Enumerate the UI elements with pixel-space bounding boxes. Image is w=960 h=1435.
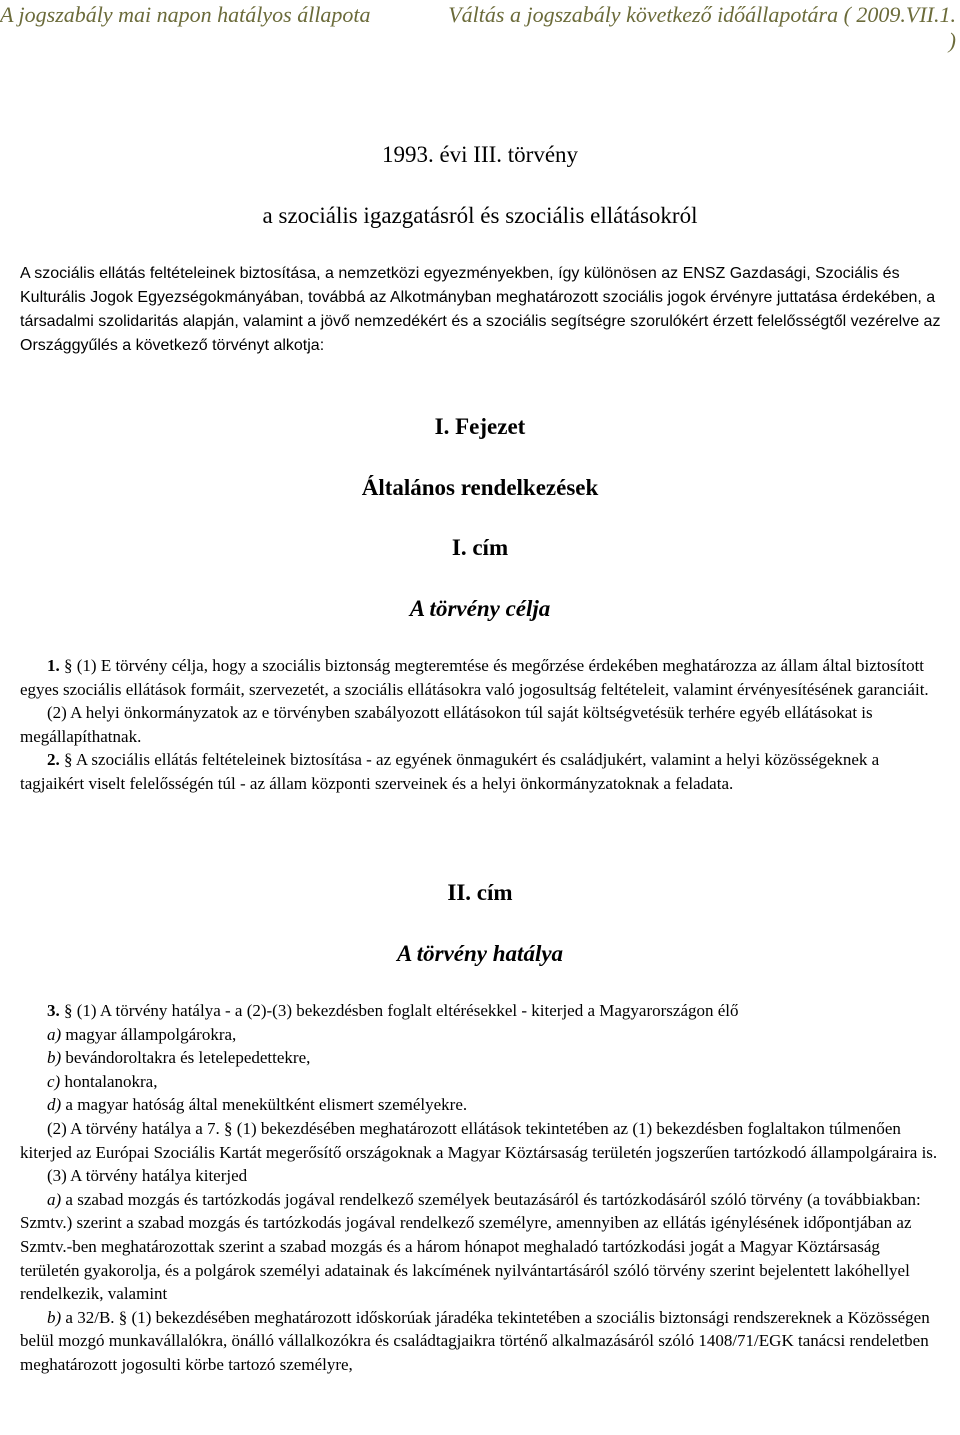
paragraph-3-3: (3) A törvény hatálya kiterjed: [47, 1166, 248, 1186]
list-item: [20, 1093, 942, 1117]
paragraph-3-1: [20, 999, 942, 1023]
list-text: (1) bekezdésében meghatározott időskorúak járadéka tekintetében a szociális biztonsági rendszereknek a Közösségen belül mozgó munkavállalókra, önálló vállalkozókra és családtagjaikra történő alkalmazásáról szóló 1408/71/EGK tanácsi rendeletben meghatározott jogosulti körbe tartozó személyre,: [20, 1307, 930, 1374]
list-text-pre: a 32/B.: [65, 1307, 115, 1327]
paragraph-text: A szociális ellátás feltételeinek biztosítása - az egyének önmagukért és családjukért, valamint a helyi közösségeknek a tagjaikért viselt felelősségén túl - az állam központi szerveinek és a helyi önkormányzatoknak a feladata.: [20, 750, 880, 793]
list-text: magyar állampolgárokra,: [65, 1024, 237, 1044]
list-item-a: [20, 1188, 942, 1306]
list-item-b: [20, 1306, 942, 1377]
next-state-link[interactable]: Váltás a jogszabály következő időállapotára ( 2009.VII.1. ): [448, 2, 956, 53]
paragraph-text: (1) bekezdésében meghatározott ellátások tekintetében az (1) bekezdésben foglaltakon túlmenően kiterjed az Európai Szociális Kartát megerősítő országoknak a Magyar Köztársaság területén jogszerűen tartózkodó állampolgáraira is.: [20, 1118, 938, 1162]
list-text: a magyar hatóság által menekültként elismert személyekre.: [65, 1095, 468, 1115]
section-2-body: [20, 999, 942, 1377]
paragraph-number: 3.: [47, 1001, 60, 1020]
list-text: a szabad mozgás és tartózkodás jogával rendelkező személyek beutazásáról és tartózkodásáról szóló törvény (a továbbiakban: Szmtv.) szerint a szabad mozgás és tartózkodás jogával rendelkező személyre, amennyiben az ellátás igénylésének időpontjában az Szmtv.-ben meghatározottak szerint a szabad mozgás és a három hónapot meghaladó tartózkodási jogát a Magyar Köztársaság területén gyakorolja, és a polgárok személyi adatainak és lakcímének nyilvántartásáról szóló törvény szerint bejelentett lakóhellyel rendelkezik, valamint: [20, 1189, 921, 1304]
list-item: [20, 1046, 942, 1070]
paragraph-1-1: [20, 654, 942, 701]
paragraph-symbol-link[interactable]: §: [224, 1118, 233, 1138]
list-item: [20, 1070, 942, 1094]
chapter-title: Általános rendelkezések: [361, 475, 599, 500]
paragraph-symbol-link[interactable]: §: [64, 750, 73, 770]
chapter-number: I. Fejezet: [434, 414, 526, 439]
list-item: [20, 1023, 942, 1047]
paragraph-symbol-link[interactable]: §: [64, 1001, 73, 1020]
section-2-number: II. cím: [447, 880, 513, 905]
list-letter: c): [47, 1071, 61, 1091]
section-1-body: [20, 654, 942, 796]
paragraph-symbol-link[interactable]: §: [118, 1307, 128, 1327]
law-subtitle: a szociális igazgatásról és szociális ellátásokról: [262, 203, 698, 228]
current-state-link[interactable]: A jogszabály mai napon hatályos állapota: [0, 2, 371, 27]
navigation-header: [0, 0, 960, 56]
paragraph-text: (1) A törvény hatálya - a (2)-(3) bekezdésben foglalt eltérésekkel - kiterjed a Magyarországon élő: [76, 1001, 739, 1020]
section-number: I. cím: [451, 535, 509, 560]
list-letter: b): [47, 1307, 62, 1327]
list-text: hontalanokra,: [64, 1071, 158, 1091]
section-2-title: A törvény hatálya: [396, 941, 564, 966]
list-letter: a): [47, 1189, 62, 1209]
paragraph-3-2: [20, 1117, 942, 1164]
list-letter: d): [47, 1095, 62, 1115]
paragraph-number: 1.: [47, 656, 60, 675]
preamble: A szociális ellátás feltételeinek biztosítása, a nemzetközi egyezményekben, így különösen az ENSZ Gazdasági, Szociális és Kulturális Jogok Egyezségokmányában, továbbá az Alkotmányban meghatározott szociális jogok érvényre juttatása érdekében, a társadalmi szolidaritás alapján, valamint a jövő nemzedékért és a szociális segítségre szorulókért érzett felelősségtől vezérelve az Országgyűlés a következő törvényt alkotja:: [20, 265, 941, 354]
paragraph-number: 2.: [47, 750, 60, 770]
paragraph-symbol-link[interactable]: §: [64, 656, 73, 675]
section-title: A törvény célja: [409, 596, 551, 621]
list-text: bevándoroltakra és letelepedettekre,: [65, 1048, 311, 1068]
list-letter: a): [47, 1024, 62, 1044]
paragraph-text-pre: (2) A törvény hatálya a 7.: [47, 1118, 220, 1138]
paragraph-1-2: (2) A helyi önkormányzatok az e törvényben szabályozott ellátásokon túl saját költségvetésük terhére egyéb ellátásokat is megállapíthatnak.: [20, 703, 873, 746]
paragraph-text: (1) E törvény célja, hogy a szociális biztonság megteremtése és megőrzése érdekében meghatározza az állam által biztosított egyes szociális ellátások formáit, szervezetét, a szociális ellátásokra való jogosultság feltételeit, valamint érvényesítésének garanciáit.: [20, 656, 929, 699]
list-letter: b): [47, 1048, 62, 1068]
paragraph-2: [20, 748, 942, 795]
law-title: 1993. évi III. törvény: [381, 142, 579, 167]
